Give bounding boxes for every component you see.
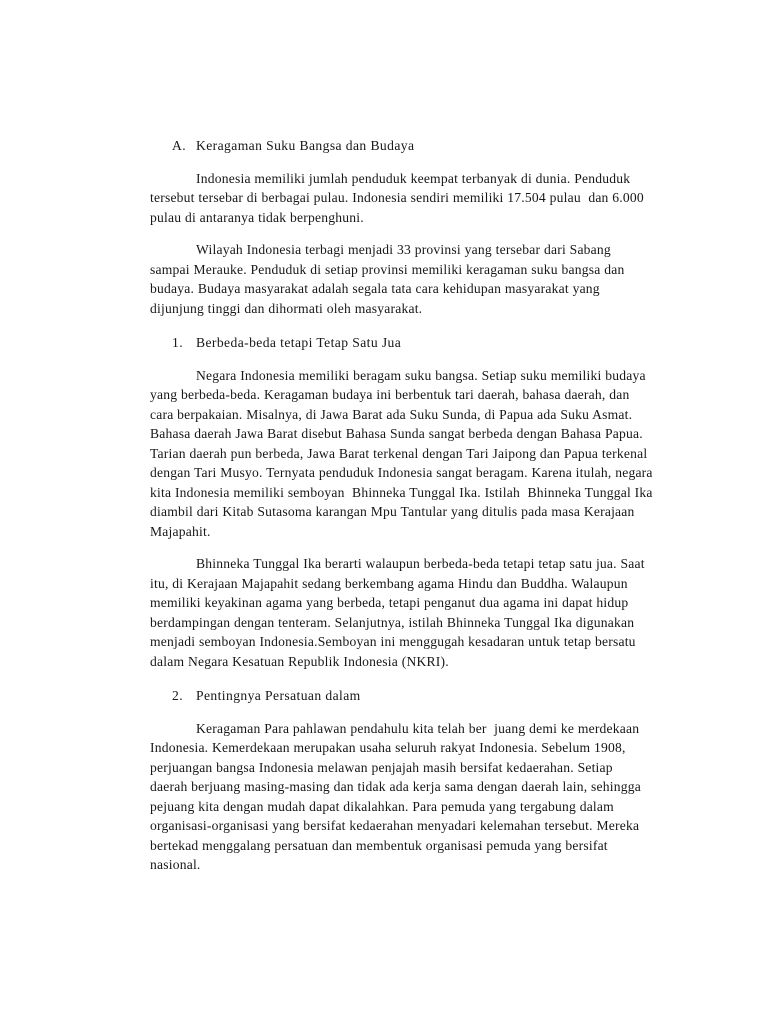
list-item-label: Pentingnya Persatuan dalam <box>196 688 361 703</box>
section-heading-1 <box>150 333 653 353</box>
list-marker: 2. <box>172 688 184 703</box>
section-heading-2 <box>150 686 653 706</box>
list-item-label: Keragaman Suku Bangsa dan Budaya <box>196 138 415 153</box>
paragraph-negara-indonesia: Negara Indonesia memiliki beragam suku bangsa. Setiap suku memiliki budaya yang berbeda-beda. Keragaman budaya ini berbentuk tari daerah, bahasa daerah, dan cara berpakaian. Misalnya, di Jawa Barat ada Suku Sunda, di Papua ada Suku Asmat. Bahasa daerah Jawa Barat disebut Bahasa Sunda sangat berbeda dengan Bahasa Papua. Tarian daerah pun berbeda, Jawa Barat terkenal dengan Tari Jaipong dan Papua terkenal dengan Tari Musyo. Ternyata penduduk Indonesia sangat beragam. Karena itulah, negara kita Indonesia memiliki semboyan Bhinneka Tunggal Ika. Istilah Bhinneka Tunggal Ika diambil dari Kitab Sutasoma karangan Mpu Tantular yang ditulis pada masa Kerajaan Majapahit. <box>150 367 657 539</box>
list-marker: 1. <box>172 335 184 350</box>
paragraph-penduduk: Indonesia memiliki jumlah penduduk keempat terbanyak di dunia. Penduduk tersebut tersebar di berbagai pulau. Indonesia sendiri memiliki 17.504 pulau dan 6.000 pulau di antaranya tidak berpenghuni. <box>150 170 648 225</box>
paragraph-wilayah: Wilayah Indonesia terbagi menjadi 33 provinsi yang tersebar dari Sabang sampai Merauke. Penduduk di setiap provinsi memiliki keragaman suku bangsa dan budaya. Budaya masyarakat adalah segala tata cara kehidupan masyarakat yang dijunjung tinggi dan dihormati oleh masyarakat. <box>150 242 629 316</box>
document-body <box>150 136 657 875</box>
section-heading-a <box>150 136 653 156</box>
paragraph-bhinneka: Bhinneka Tunggal Ika berarti walaupun berbeda-beda tetapi tetap satu jua. Saat itu, di Kerajaan Majapahit sedang berkembang agama Hindu dan Buddha. Walaupun memiliki keyakinan agama yang berbeda, tetapi penganut dua agama ini dapat hidup berdampingan dengan tenteram. Selanjutnya, istilah Bhinneka Tunggal Ika digunakan menjadi semboyan Indonesia.Semboyan ini menggugah kesadaran untuk tetap bersatu dalam Negara Kesatuan Republik Indonesia (NKRI). <box>150 556 649 669</box>
list-marker: A. <box>172 138 187 153</box>
paragraph-keragaman-pahlawan: Keragaman Para pahlawan pendahulu kita telah ber juang demi ke merdekaan Indonesia. Kemerdekaan merupakan usaha seluruh rakyat Indonesia. Sebelum 1908, perjuangan bangsa Indonesia melawan penjajah masih bersifat kedaerahan. Setiap daerah berjuang masing-masing dan tidak ada kerja sama dengan daerah lain, sehingga pejuang kita dengan mudah dapat dikalahkan. Para pemuda yang tergabung dalam organisasi-organisasi yang bersifat kedaerahan menyadari kelemahan tersebut. Mereka bertekad menggalang persatuan dan membentuk organisasi pemuda yang bersifat nasional. <box>150 720 645 872</box>
list-item-label: Berbeda-beda tetapi Tetap Satu Jua <box>196 335 402 350</box>
